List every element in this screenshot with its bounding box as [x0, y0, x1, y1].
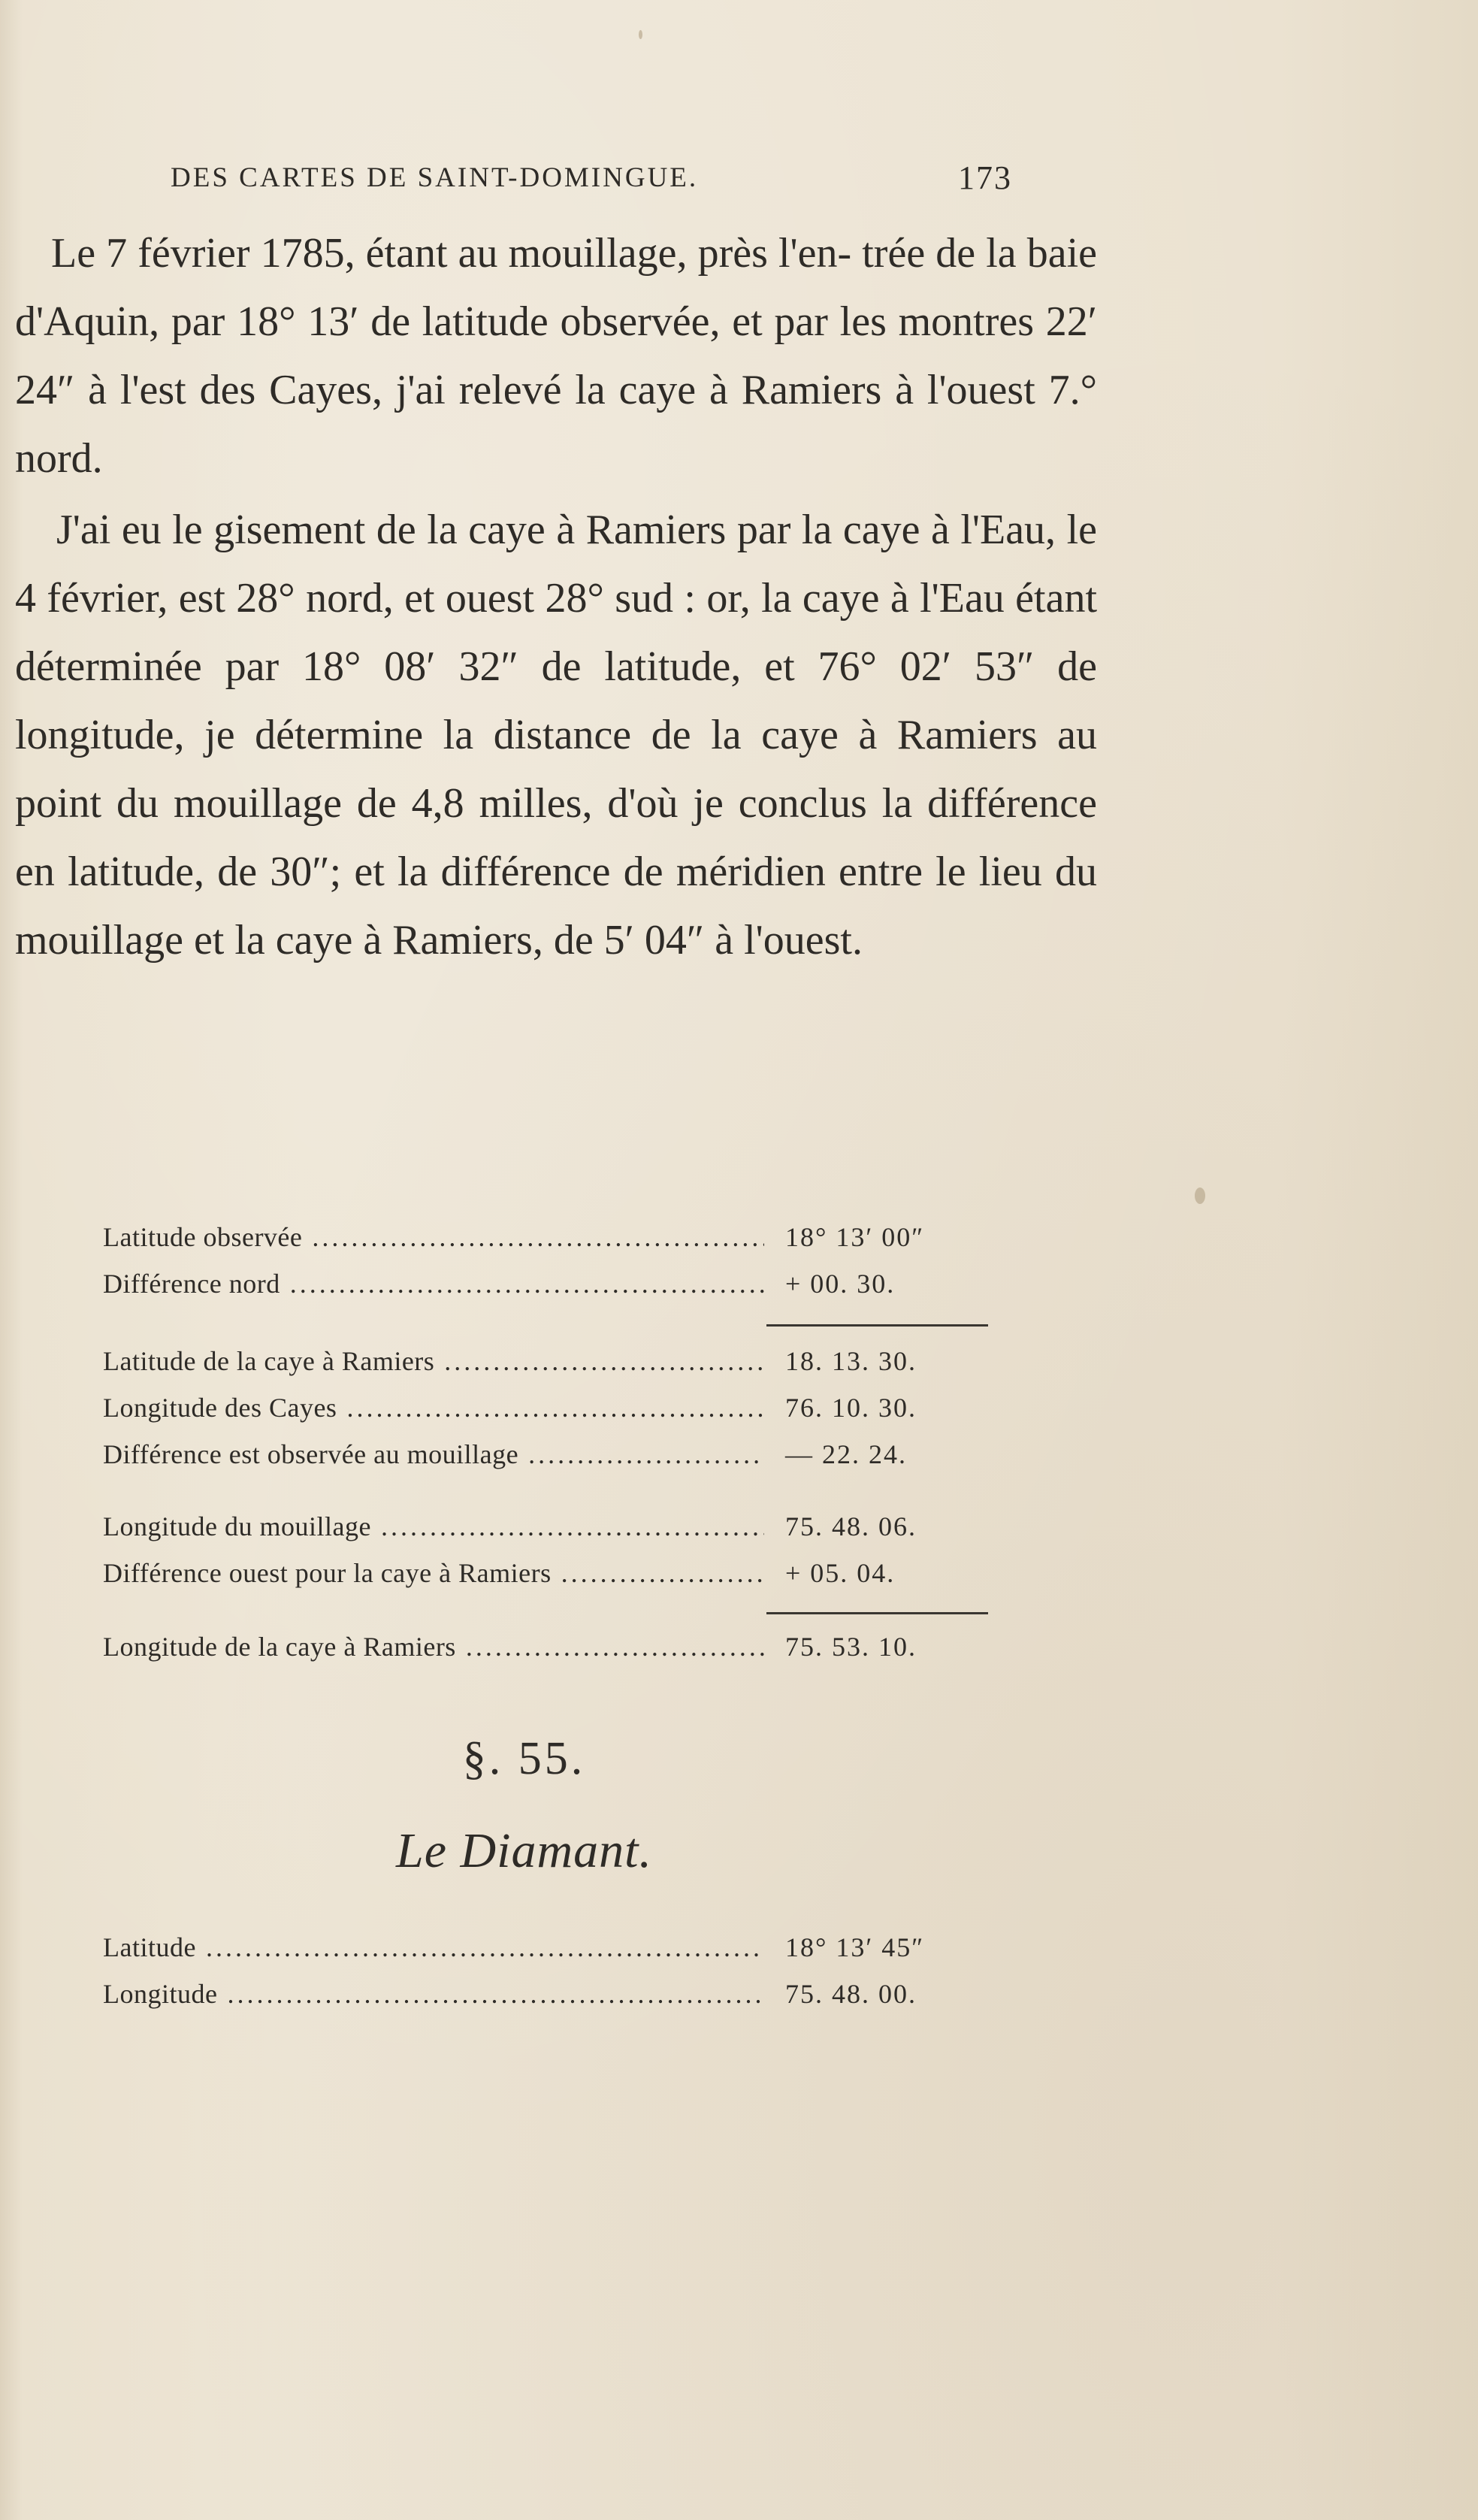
text-line: Cayes, j'ai relevé la caye à Ramiers à l'ouest 7.° — [269, 367, 1097, 413]
row-label: Différence nord ..... — [103, 1268, 764, 1299]
text-line: à Ramiers, de 5′ 04″ à l'ouest. — [363, 917, 863, 964]
row-value: 75. 53. 10. — [785, 1632, 917, 1662]
row-label: Longitude de la caye à Ramiers ..... — [103, 1631, 764, 1662]
row-label: Latitude ..... — [103, 1932, 764, 1963]
text-line: de méridien entre le lieu du mouillage et la caye — [15, 849, 1097, 964]
row-label: Longitude ..... — [103, 1978, 764, 2010]
row-value: 75. 48. 06. — [785, 1511, 917, 1541]
table-row — [103, 1345, 993, 1392]
row-value: — 22. 24. — [785, 1439, 907, 1469]
computation-table-group-4 — [103, 1631, 993, 1677]
table-row — [103, 1557, 993, 1604]
page-number: 173 — [958, 159, 1012, 196]
sum-rule — [766, 1324, 988, 1327]
row-label: Latitude de la caye à Ramiers ..... — [103, 1345, 764, 1377]
computation-table-group-3 — [103, 1511, 993, 1604]
body-text — [15, 219, 1097, 975]
row-value: 18. 13. 30. — [785, 1346, 917, 1376]
text-line: point du mouillage de 4,8 milles, d'où je conclus — [15, 780, 882, 827]
row-value: 75. 48. 00. — [785, 1979, 917, 2009]
text-line: J'ai eu le gisement de la caye à Ramiers par la — [56, 507, 843, 553]
paragraph — [15, 496, 1097, 975]
table-row — [103, 1221, 993, 1268]
row-value: 76. 10. 30. — [785, 1393, 917, 1423]
section-number: §. 55. — [462, 1733, 586, 1784]
row-value: + 00. 30. — [785, 1269, 896, 1299]
row-label: Différence est observée au mouillage ..... — [103, 1438, 764, 1470]
text-line: caye à l'Eau, le 4 février, est 28° nord, et ouest — [15, 507, 1098, 622]
text-line: la différence en latitude, de 30″; et la différence — [15, 780, 1097, 895]
text-line: je détermine la distance de la caye à Ramiers au — [204, 712, 1097, 758]
paragraph — [15, 219, 1097, 493]
running-title: DES CARTES DE SAINT-DOMINGUE. — [171, 162, 699, 193]
row-value: 18° 13′ 45″ — [785, 1932, 925, 1962]
text-line: nord. — [15, 435, 103, 482]
computation-table-group-2 — [103, 1345, 993, 1485]
text-line: 28° sud : or, la caye à l'Eau étant déterminée par — [15, 575, 1097, 690]
section-title: Le Diamant. — [396, 1823, 652, 1878]
paper-stain — [1195, 1187, 1205, 1204]
coordinates-table — [103, 1932, 993, 2025]
table-row — [103, 1268, 993, 1314]
text-line: trée de la baie d'Aquin, par 18° 13′ de latitude — [15, 230, 1097, 345]
table-row — [103, 1631, 993, 1677]
table-row — [103, 1978, 993, 2025]
table-row — [103, 1438, 993, 1485]
row-value: 18° 13′ 00″ — [785, 1222, 925, 1252]
text-line: 18° 08′ 32″ de latitude, et 76° 02′ 53″ de longitude, — [15, 643, 1098, 758]
row-value: + 05. 04. — [785, 1558, 896, 1588]
table-row — [103, 1511, 993, 1557]
row-label: Latitude observée ..... — [103, 1221, 764, 1253]
table-row — [103, 1932, 993, 1978]
text-line: observée, et par les montres 22′ 24″ à l'est des — [15, 298, 1098, 413]
row-label: Longitude des Cayes ..... — [103, 1392, 764, 1423]
row-label: Longitude du mouillage ..... — [103, 1511, 764, 1542]
table-row — [103, 1392, 993, 1438]
paper-stain — [639, 30, 642, 39]
text-line: Le 7 février 1785, étant au mouillage, près l'en- — [51, 230, 852, 277]
row-label: Différence ouest pour la caye à Ramiers ..... — [103, 1557, 764, 1589]
sum-rule — [766, 1612, 988, 1614]
running-header — [171, 159, 1012, 207]
computation-table-group-1 — [103, 1221, 993, 1314]
